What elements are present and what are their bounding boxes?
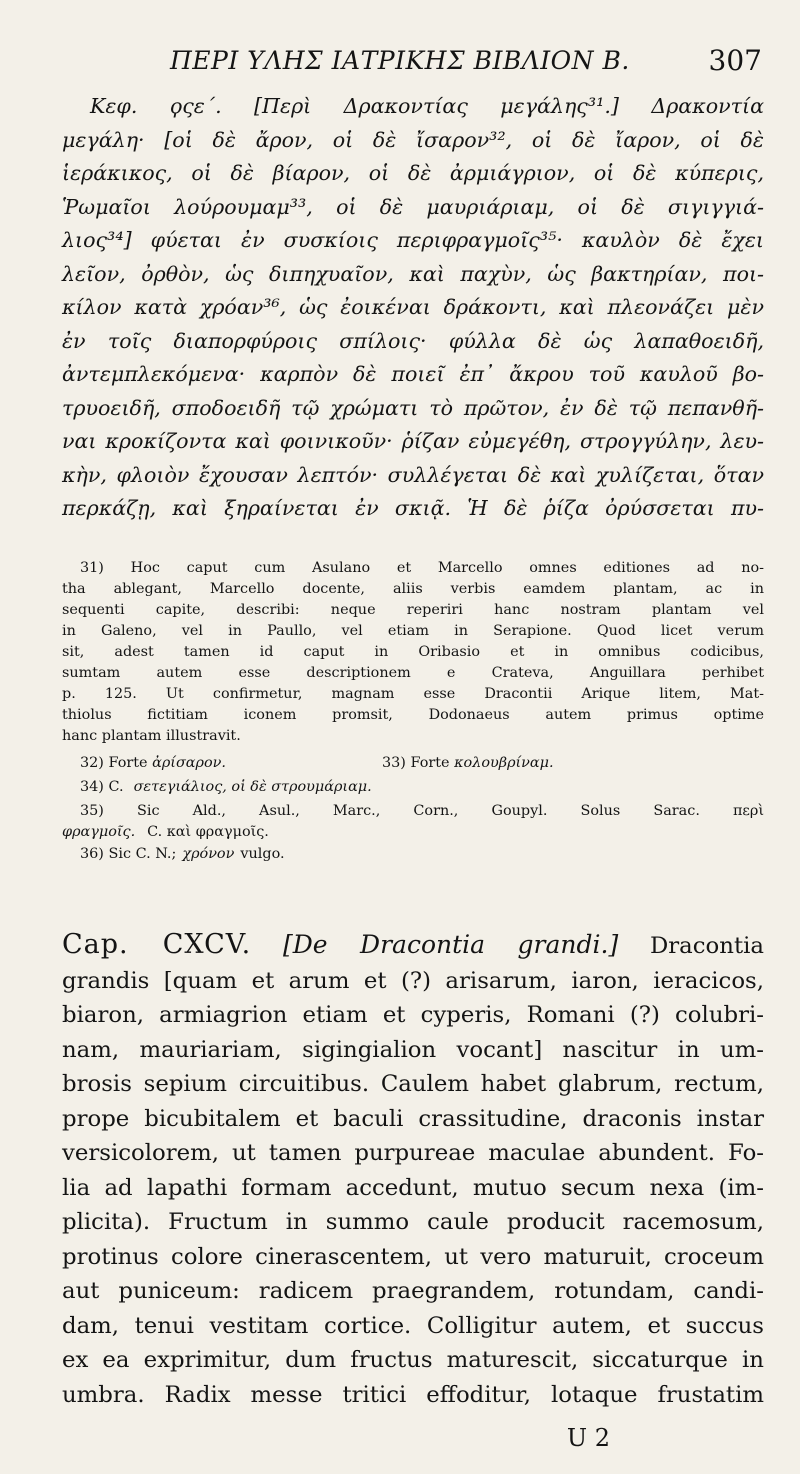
- latin-line: versicolorem, ut tamen purpureae maculae abundent. Fo-: [62, 1140, 764, 1166]
- footnote-line: sequenti capite, describi: neque reperiri hanc nostram plantam vel: [62, 602, 764, 618]
- footnote-32-label: 32) Forte: [80, 755, 148, 771]
- footnote-line: 31) Hoc caput cum Asulano et Marcello omnes editiones ad no-: [80, 560, 764, 576]
- latin-line: ex ea exprimitur, dum fructus maturescit, siccaturque in: [62, 1347, 764, 1373]
- greek-text-block: [62, 90, 764, 526]
- footnotes-32-33: [62, 753, 764, 777]
- footnote-line: thiolus fictitiam iconem promsit, Dodonaeus autem primus optime: [62, 707, 764, 723]
- footnote-32: [80, 753, 382, 774]
- footnote-34-label: 34) C.: [80, 779, 124, 795]
- latin-line: grandis [quam et arum et (?) arisarum, iaron, ieracicos,: [62, 967, 764, 994]
- latin-chapter-title: [De Dracontia grandi.]: [282, 930, 619, 959]
- greek-line: ἐν τοῖς διαπορφύροις σπίλοις· φύλλα δὲ ὡς λαπαθοειδῆ,: [62, 328, 764, 353]
- page-number: 307: [708, 44, 762, 77]
- latin-first-line-rest: Dracontia: [650, 933, 764, 959]
- latin-line: aut puniceum: radicem praegrandem, rotundam, candi-: [62, 1278, 764, 1304]
- footnote-33: [382, 753, 554, 774]
- footnote-35-rest: C. καὶ φραγμοῖς.: [147, 824, 269, 840]
- footnotes: [62, 558, 764, 868]
- latin-line: prope bicubitalem et baculi crassitudine, draconis instar: [62, 1105, 764, 1132]
- latin-chapter-label: Cap. CXCV.: [62, 929, 252, 960]
- footnote-35-line1: 35) Sic Ald., Asul., Marc., Corn., Goupyl. Solus Sarac. περὶ: [80, 803, 764, 819]
- footnote-line: tha ablegant, Marcello docente, aliis verbis eamdem plantam, ac in: [62, 581, 764, 597]
- greek-line: Ῥωμαῖοι λούρουμαμ³³, οἱ δὲ μαυριάριαμ, οἱ δὲ σιγιγγιά-: [62, 194, 764, 219]
- footnote-35-greek: φραγμοῖς.: [62, 824, 136, 840]
- latin-line: umbra. Radix messe tritici effoditur, lotaque frustatim: [62, 1381, 764, 1408]
- greek-line: λιος³⁴] φύεται ἐν συσκίοις περιφραγμοῖς³⁵· καυλὸν δὲ ἔχει: [62, 228, 764, 252]
- footnote-36-rest: vulgo.: [240, 846, 285, 862]
- footnote-line: p. 125. Ut confirmetur, magnam esse Dracontii Arique litem, Mat-: [62, 686, 764, 702]
- running-title: ΠΕΡΙ ΥΛΗΣ ΙΑΤΡΙΚΗΣ ΒΙΒΛΙΟΝ Β.: [170, 46, 630, 75]
- greek-line: κὴν, φλοιὸν ἔχουσαν λεπτόν· συλλέγεται δὲ καὶ χυλίζεται, ὅταν: [62, 462, 764, 487]
- greek-line: κίλον κατὰ χρόαν³⁶, ὡς ἐοικέναι δράκοντι, καὶ πλεονάζει μὲν: [62, 295, 764, 319]
- greek-line: περκάζῃ, καὶ ξηραίνεται ἐν σκιᾷ. Ἡ δὲ ῥίζα ὀρύσσεται πυ-: [62, 496, 764, 520]
- latin-line: brosis sepium circuitibus. Caulem habet glabrum, rectum,: [62, 1071, 764, 1097]
- footnote-32-greek: ἀρίσαρον.: [152, 755, 226, 771]
- latin-line: protinus colore cinerascentem, ut vero maturuit, croceum: [62, 1243, 764, 1270]
- running-head: [62, 42, 762, 92]
- footnote-34-greek: σετεγιάλιος, οἱ δὲ στρουμάριαμ.: [133, 779, 372, 795]
- latin-line: plicita). Fructum in summo caule producit racemosum,: [62, 1209, 764, 1235]
- greek-line: ναι κροκίζοντα καὶ φοινικοῦν· ῥίζαν εὐμεγέθη, στρογγύλην, λευ-: [62, 429, 764, 453]
- greek-line: Κεφ. ϙςε΄. [Περὶ Δρακοντίας μεγάλης³¹.] Δρακοντία: [90, 94, 764, 118]
- latin-line: nam, mauriariam, sigingialion vocant] nascitur in um-: [62, 1036, 764, 1063]
- latin-first-line: [62, 928, 764, 964]
- footnote-33-label: 33) Forte: [382, 755, 450, 771]
- footnote-line: in Galeno, vel in Paullo, vel etiam in Serapione. Quod licet verum: [62, 623, 764, 639]
- footnote-36: [62, 844, 764, 868]
- greek-line: τρυοειδῆ, σποδοειδῆ τῷ χρώματι τὸ πρῶτον, ἐν δὲ τῷ πεπανθῆ-: [62, 395, 764, 420]
- footnote-35: [62, 801, 764, 844]
- footnote-34: [62, 777, 764, 801]
- latin-line: biaron, armiagrion etiam et cyperis, Romani (?) colubri-: [62, 1002, 764, 1028]
- latin-line: dam, tenui vestitam cortice. Colligitur autem, et succus: [62, 1312, 764, 1339]
- footnote-36-greek: χρόνον: [182, 846, 235, 862]
- greek-line: ἀντεμπλεκόμενα· καρπὸν δὲ ποιεῖ ἐπ᾽ ἄκρου τοῦ καυλοῦ βο-: [62, 362, 764, 386]
- latin-text-block: [62, 928, 764, 1412]
- greek-line: λεῖον, ὀρθὸν, ὡς διπηχυαῖον, καὶ παχὺν, ὡς βακτηρίαν, ποι-: [62, 261, 764, 286]
- greek-line: μεγάλη· [οἱ δὲ ἄρον, οἱ δὲ ἴσαρον³², οἱ δὲ ἴαρον, οἱ δὲ: [62, 127, 764, 152]
- latin-line: lia ad lapathi formam accedunt, mutuo secum nexa (im-: [62, 1174, 764, 1201]
- footnote-line: sumtam autem esse descriptionem e Crateva, Anguillara perhibet: [62, 665, 764, 681]
- signature-mark: U 2: [566, 1424, 610, 1452]
- greek-line: ἱεράκικος, οἱ δὲ βίαρον, οἱ δὲ ἀρμιάγριον, οἱ δὲ κύπερις,: [62, 161, 764, 185]
- footnote-line: hanc plantam illustravit.: [62, 728, 241, 744]
- footnote-line: sit, adest tamen id caput in Oribasio et in omnibus codicibus,: [62, 644, 764, 660]
- footnote-36-label: 36) Sic C. N.;: [80, 846, 177, 862]
- footnote-33-greek: κολουβρίναμ.: [454, 755, 554, 771]
- footnote-31: [62, 558, 764, 747]
